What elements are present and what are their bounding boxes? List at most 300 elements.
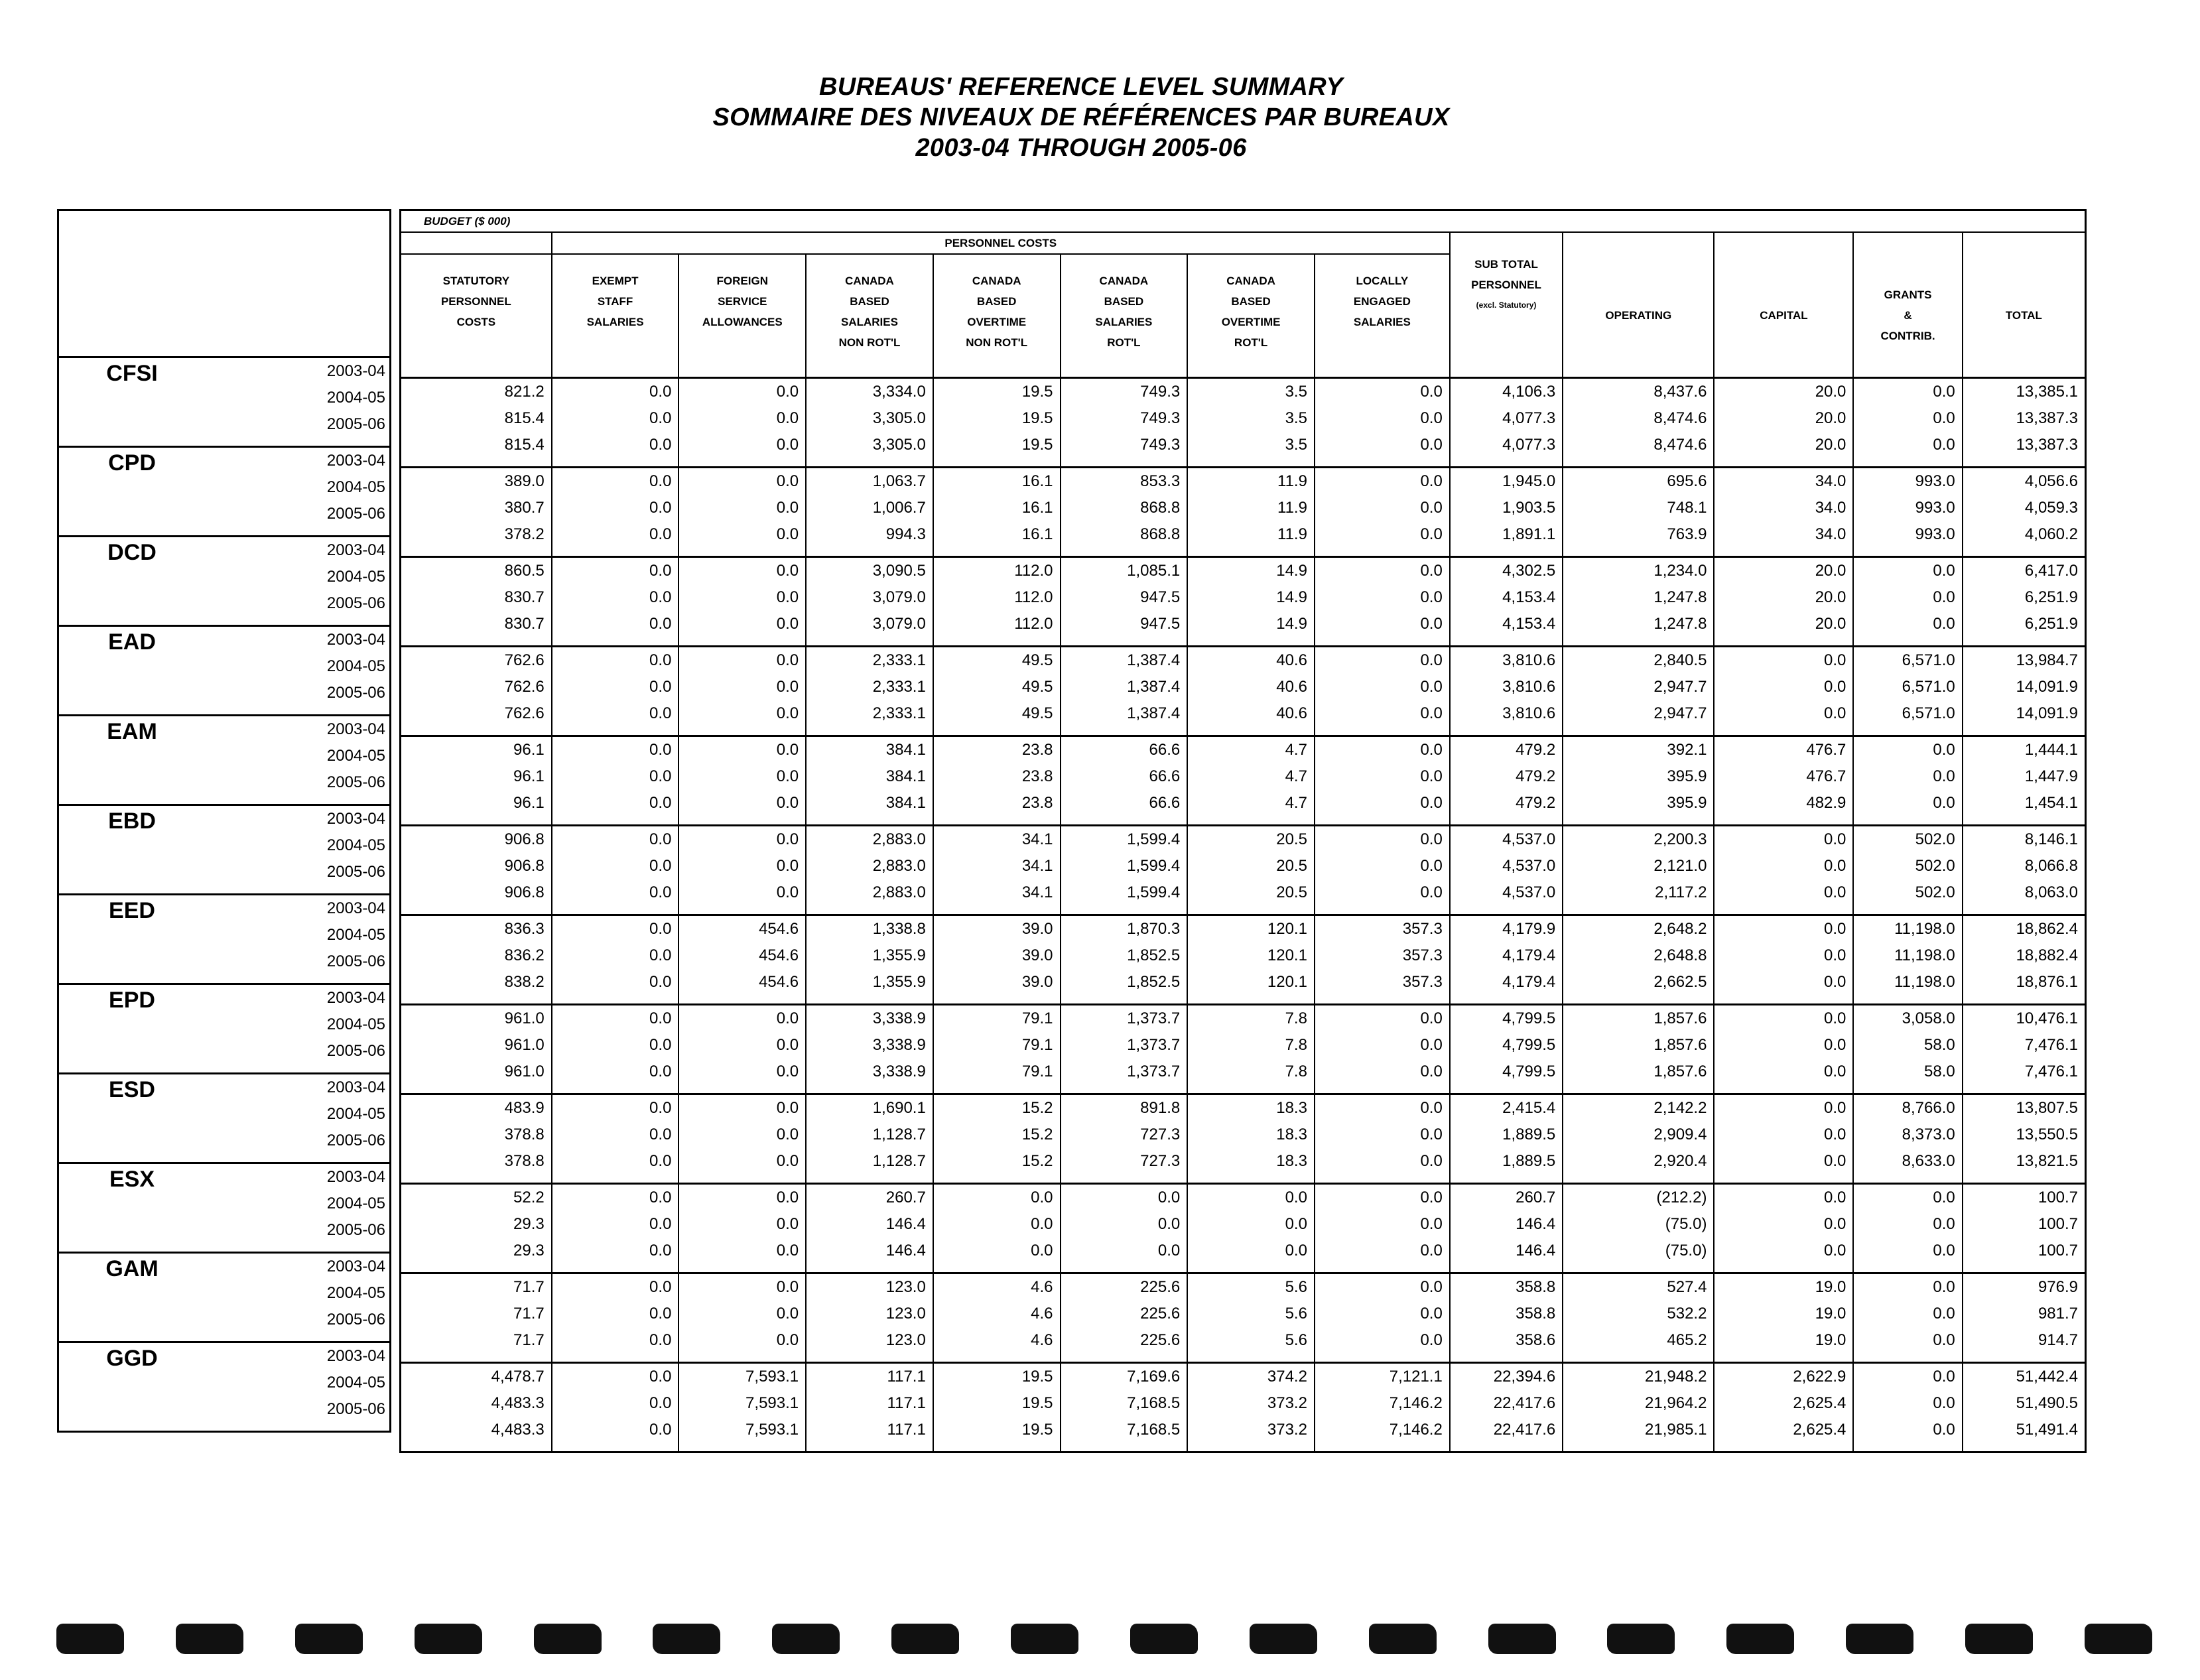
- footer-mark: [1488, 1624, 1556, 1654]
- value-cell: 3,810.6: [1450, 674, 1563, 700]
- gap-cell: [806, 906, 933, 915]
- value-cell: 1,889.5: [1450, 1122, 1563, 1148]
- value-cell: 0.0: [1853, 1301, 1962, 1327]
- value-cell: 13,821.5: [1963, 1148, 2086, 1175]
- column-header-line: OPERATING: [1605, 309, 1672, 322]
- fiscal-year: 2005-06: [326, 505, 385, 523]
- column-header: [1061, 254, 1188, 378]
- value-cell: 51,442.4: [1963, 1363, 2086, 1391]
- value-cell: 465.2: [1563, 1327, 1714, 1354]
- value-cell: 23.8: [933, 790, 1061, 816]
- footer-mark: [1726, 1624, 1794, 1654]
- value-cell: 4.6: [933, 1301, 1061, 1327]
- value-cell: 384.1: [806, 790, 933, 816]
- value-cell: 502.0: [1853, 879, 1962, 906]
- gap-cell: [1450, 727, 1563, 736]
- value-cell: 357.3: [1315, 915, 1450, 943]
- value-cell: 0.0: [552, 1390, 679, 1417]
- value-cell: 34.0: [1714, 468, 1853, 495]
- value-cell: 11,198.0: [1853, 969, 1962, 996]
- fiscal-year: 2003-04: [205, 626, 391, 654]
- value-cell: 0.0: [1187, 1238, 1315, 1264]
- value-cell: 392.1: [1563, 736, 1714, 764]
- data-row: [401, 1148, 2086, 1175]
- value-cell: 0.0: [1714, 942, 1853, 969]
- data-row: [401, 853, 2086, 879]
- gap-cell: [679, 1175, 806, 1184]
- footer-mark: [1130, 1624, 1198, 1654]
- header-spacer: [1853, 232, 1962, 254]
- gap-cell: [1187, 1443, 1315, 1453]
- data-row: [401, 1005, 2086, 1033]
- value-cell: 23.8: [933, 736, 1061, 764]
- value-cell: 4,179.4: [1450, 942, 1563, 969]
- value-cell: 79.1: [933, 1005, 1061, 1033]
- gap-cell: [806, 816, 933, 826]
- value-cell: 7,593.1: [679, 1390, 806, 1417]
- value-cell: 21,964.2: [1563, 1390, 1714, 1417]
- group-gap: [401, 1443, 2086, 1453]
- value-cell: 11,198.0: [1853, 915, 1962, 943]
- value-cell: 0.0: [552, 1301, 679, 1327]
- data-row: [401, 1059, 2086, 1085]
- gap-cell: [1963, 1264, 2086, 1273]
- value-cell: 2,947.7: [1563, 700, 1714, 727]
- value-cell: 0.0: [552, 1005, 679, 1033]
- value-cell: 16.1: [933, 468, 1061, 495]
- value-cell: 2,648.8: [1563, 942, 1714, 969]
- gap-cell: [58, 1065, 391, 1074]
- value-cell: 0.0: [552, 674, 679, 700]
- gap-cell: [401, 637, 552, 647]
- value-cell: 2,909.4: [1563, 1122, 1714, 1148]
- value-cell: 4,483.3: [401, 1390, 552, 1417]
- value-cell: 0.0: [679, 1211, 806, 1238]
- value-cell: 20.0: [1714, 557, 1853, 585]
- value-cell: 0.0: [552, 1327, 679, 1354]
- value-cell: 0.0: [1315, 826, 1450, 854]
- value-cell: 993.0: [1853, 495, 1962, 521]
- gap-cell: [1853, 458, 1962, 468]
- gap-cell: [1187, 816, 1315, 826]
- value-cell: 357.3: [1315, 942, 1450, 969]
- group-gap: [58, 1154, 391, 1163]
- gap-cell: [806, 1443, 933, 1453]
- value-cell: 8,766.0: [1853, 1094, 1962, 1122]
- gap-cell: [1187, 906, 1315, 915]
- group-gap: [58, 706, 391, 716]
- value-cell: 52.2: [401, 1184, 552, 1212]
- value-cell: 0.0: [552, 915, 679, 943]
- gap-cell: [58, 796, 391, 805]
- value-cell: 21,948.2: [1563, 1363, 1714, 1391]
- value-cell: 0.0: [1853, 1184, 1962, 1212]
- bureau-name: EED: [58, 895, 206, 976]
- value-cell: 3,079.0: [806, 584, 933, 611]
- gap-cell: [1061, 458, 1188, 468]
- column-header-line: SALARIES: [840, 316, 898, 328]
- gap-cell: [679, 996, 806, 1005]
- gap-cell: [58, 1423, 391, 1432]
- gap-cell: [1714, 1264, 1853, 1273]
- footer-mark: [1607, 1624, 1675, 1654]
- group-gap: [401, 727, 2086, 736]
- column-header-line: PERSONNEL: [1471, 279, 1541, 291]
- value-cell: 1,247.8: [1563, 584, 1714, 611]
- value-cell: 1,870.3: [1061, 915, 1188, 943]
- value-cell: 0.0: [1315, 674, 1450, 700]
- gap-cell: [933, 1264, 1061, 1273]
- value-cell: 1,690.1: [806, 1094, 933, 1122]
- data-row: [401, 1122, 2086, 1148]
- fiscal-year: 2004-05: [326, 1105, 385, 1123]
- value-cell: 0.0: [1315, 1238, 1450, 1264]
- fiscal-year: 2004-05: [326, 1015, 385, 1033]
- header-spacer: [401, 232, 552, 254]
- gap-cell: [1714, 727, 1853, 736]
- value-cell: 0.0: [1714, 1032, 1853, 1059]
- column-header-line: NON ROT'L: [966, 336, 1028, 349]
- value-cell: 16.1: [933, 495, 1061, 521]
- value-cell: 947.5: [1061, 584, 1188, 611]
- value-cell: 1,085.1: [1061, 557, 1188, 585]
- footer-mark: [1250, 1624, 1317, 1654]
- value-cell: 100.7: [1963, 1238, 2086, 1264]
- label-header-spacer: [58, 210, 391, 357]
- value-cell: 2,625.4: [1714, 1390, 1853, 1417]
- value-cell: 11,198.0: [1853, 942, 1962, 969]
- value-cell: 0.0: [1187, 1184, 1315, 1212]
- value-cell: 4,537.0: [1450, 853, 1563, 879]
- gap-cell: [401, 727, 552, 736]
- value-cell: 836.3: [401, 915, 552, 943]
- value-cell: 14,091.9: [1963, 700, 2086, 727]
- value-cell: 395.9: [1563, 763, 1714, 790]
- data-row: [401, 557, 2086, 585]
- gap-cell: [1061, 1443, 1188, 1453]
- gap-cell: [1450, 1354, 1563, 1363]
- value-cell: 1,454.1: [1963, 790, 2086, 816]
- column-header-line: CAPITAL: [1760, 309, 1808, 322]
- gap-cell: [1853, 906, 1962, 915]
- value-cell: 0.0: [1315, 1301, 1450, 1327]
- value-cell: 838.2: [401, 969, 552, 996]
- value-cell: 0.0: [1714, 1122, 1853, 1148]
- value-cell: 15.2: [933, 1122, 1061, 1148]
- group-gap: [58, 1244, 391, 1253]
- value-cell: 0.0: [1061, 1238, 1188, 1264]
- value-cell: 479.2: [1450, 763, 1563, 790]
- value-cell: 6,251.9: [1963, 584, 2086, 611]
- title-english: BUREAUS' REFERENCE LEVEL SUMMARY: [819, 73, 1343, 101]
- column-header-line: ROT'L: [1234, 336, 1268, 349]
- gap-cell: [1315, 1354, 1450, 1363]
- value-cell: 0.0: [679, 557, 806, 585]
- fiscal-year: 2003-04: [205, 537, 391, 564]
- value-cell: 0.0: [679, 611, 806, 637]
- gap-cell: [1563, 906, 1714, 915]
- value-cell: 373.2: [1187, 1390, 1315, 1417]
- value-cell: 0.0: [1315, 790, 1450, 816]
- value-cell: 976.9: [1963, 1273, 2086, 1301]
- column-header-line: OVERTIME: [1221, 316, 1281, 328]
- data-row: [401, 1327, 2086, 1354]
- value-cell: 476.7: [1714, 763, 1853, 790]
- group-gap: [58, 1333, 391, 1342]
- value-cell: 358.8: [1450, 1301, 1563, 1327]
- value-cell: 762.6: [401, 700, 552, 727]
- column-header-line: TOTAL: [2005, 309, 2042, 322]
- gap-cell: [1450, 458, 1563, 468]
- value-cell: 384.1: [806, 763, 933, 790]
- fiscal-year: 2004-05: [326, 568, 385, 586]
- gap-cell: [58, 706, 391, 716]
- value-cell: 853.3: [1061, 468, 1188, 495]
- value-cell: 8,066.8: [1963, 853, 2086, 879]
- column-header-line: EXEMPT: [592, 275, 639, 287]
- value-cell: 0.0: [552, 557, 679, 585]
- value-cell: 0.0: [1315, 1005, 1450, 1033]
- gap-cell: [933, 1175, 1061, 1184]
- gap-cell: [1061, 1354, 1188, 1363]
- value-cell: 0.0: [1853, 1390, 1962, 1417]
- value-cell: 0.0: [552, 969, 679, 996]
- value-cell: 0.0: [679, 1005, 806, 1033]
- value-cell: 0.0: [1714, 915, 1853, 943]
- value-cell: 0.0: [679, 1184, 806, 1212]
- value-cell: 0.0: [1714, 1238, 1853, 1264]
- value-cell: 0.0: [1315, 521, 1450, 548]
- value-cell: 868.8: [1061, 495, 1188, 521]
- value-cell: 0.0: [679, 1032, 806, 1059]
- value-cell: 378.8: [401, 1148, 552, 1175]
- value-cell: 993.0: [1853, 521, 1962, 548]
- gap-cell: [1963, 1443, 2086, 1453]
- gap-cell: [1714, 458, 1853, 468]
- gap-cell: [1315, 1175, 1450, 1184]
- value-cell: 695.6: [1563, 468, 1714, 495]
- value-cell: 0.0: [1315, 611, 1450, 637]
- gap-cell: [552, 1264, 679, 1273]
- gap-cell: [1963, 727, 2086, 736]
- value-cell: 0.0: [552, 495, 679, 521]
- value-cell: 7,146.2: [1315, 1417, 1450, 1443]
- gap-cell: [1714, 996, 1853, 1005]
- value-cell: 11.9: [1187, 495, 1315, 521]
- value-cell: 0.0: [1853, 1273, 1962, 1301]
- value-cell: 96.1: [401, 790, 552, 816]
- value-cell: 14.9: [1187, 611, 1315, 637]
- value-cell: 502.0: [1853, 826, 1962, 854]
- fiscal-year: 2005-06: [326, 1221, 385, 1239]
- value-cell: 762.6: [401, 647, 552, 675]
- value-cell: 3,058.0: [1853, 1005, 1962, 1033]
- value-cell: 0.0: [552, 1238, 679, 1264]
- column-header-line: (excl. Statutory): [1476, 300, 1537, 310]
- gap-cell: [1187, 1264, 1315, 1273]
- value-cell: 34.0: [1714, 521, 1853, 548]
- group-gap: [401, 637, 2086, 647]
- value-cell: 0.0: [552, 1363, 679, 1391]
- value-cell: 1,006.7: [806, 495, 933, 521]
- value-cell: 8,633.0: [1853, 1148, 1962, 1175]
- value-cell: 1,447.9: [1963, 763, 2086, 790]
- group-gap: [401, 1354, 2086, 1363]
- value-cell: 7,146.2: [1315, 1390, 1450, 1417]
- gap-cell: [1853, 727, 1962, 736]
- header-spacer: [1563, 232, 1714, 254]
- column-header-line: STATUTORY: [442, 275, 510, 287]
- footer-mark: [1011, 1624, 1078, 1654]
- gap-cell: [679, 1085, 806, 1094]
- group-gap: [58, 975, 391, 984]
- value-cell: 29.3: [401, 1211, 552, 1238]
- data-row: [401, 1094, 2086, 1122]
- value-cell: 0.0: [1315, 1032, 1450, 1059]
- label-header-cell: [58, 210, 391, 357]
- column-header-line: CANADA: [1226, 275, 1275, 287]
- gap-cell: [401, 906, 552, 915]
- value-cell: 763.9: [1563, 521, 1714, 548]
- data-row: [401, 1032, 2086, 1059]
- gap-cell: [933, 1354, 1061, 1363]
- value-cell: 961.0: [401, 1032, 552, 1059]
- bureau-year-row: [58, 1253, 391, 1281]
- value-cell: 0.0: [552, 879, 679, 906]
- footer-mark: [534, 1624, 602, 1654]
- data-row: [401, 647, 2086, 675]
- value-cell: 479.2: [1450, 790, 1563, 816]
- data-row: [401, 1417, 2086, 1443]
- column-header-line: SALARIES: [1353, 316, 1411, 328]
- value-cell: 22,394.6: [1450, 1363, 1563, 1391]
- gap-cell: [1563, 727, 1714, 736]
- title-french: SOMMAIRE DES NIVEAUX DE RÉFÉRENCES PAR BUREAUX: [712, 103, 1450, 131]
- value-cell: 0.0: [552, 1184, 679, 1212]
- value-cell: 100.7: [1963, 1211, 2086, 1238]
- fiscal-year: 2003-04: [205, 1253, 391, 1281]
- data-row: [401, 1363, 2086, 1391]
- gap-cell: [58, 1154, 391, 1163]
- bureau-year-row: [58, 626, 391, 654]
- value-cell: 0.0: [679, 674, 806, 700]
- gap-cell: [1315, 1443, 1450, 1453]
- gap-cell: [552, 637, 679, 647]
- data-row: [401, 432, 2086, 458]
- value-cell: 123.0: [806, 1273, 933, 1301]
- value-cell: (75.0): [1563, 1238, 1714, 1264]
- gap-cell: [1563, 1264, 1714, 1273]
- value-cell: 1,889.5: [1450, 1148, 1563, 1175]
- value-cell: 96.1: [401, 736, 552, 764]
- value-cell: 906.8: [401, 826, 552, 854]
- value-cell: 5.6: [1187, 1301, 1315, 1327]
- gap-cell: [1563, 1443, 1714, 1453]
- gap-cell: [806, 996, 933, 1005]
- gap-cell: [401, 1354, 552, 1363]
- column-header-line: PERSONNEL: [440, 295, 511, 308]
- value-cell: 0.0: [679, 468, 806, 495]
- group-gap: [58, 1423, 391, 1432]
- gap-cell: [1563, 1085, 1714, 1094]
- value-cell: 0.0: [679, 853, 806, 879]
- value-cell: 748.1: [1563, 495, 1714, 521]
- value-cell: 117.1: [806, 1417, 933, 1443]
- footer-mark: [1965, 1624, 2033, 1654]
- value-cell: 0.0: [1853, 378, 1962, 406]
- gap-cell: [1061, 1264, 1188, 1273]
- bureau-name: CFSI: [58, 357, 206, 438]
- gap-cell: [1450, 1175, 1563, 1184]
- gap-cell: [58, 885, 391, 895]
- gap-cell: [933, 816, 1061, 826]
- value-cell: 0.0: [552, 1417, 679, 1443]
- header-spacer: [1714, 232, 1853, 254]
- value-cell: 4,537.0: [1450, 826, 1563, 854]
- value-cell: 120.1: [1187, 915, 1315, 943]
- column-header-line: FOREIGN: [716, 275, 768, 287]
- fiscal-year: 2004-05: [326, 926, 385, 944]
- gap-cell: [933, 1085, 1061, 1094]
- value-cell: 2,662.5: [1563, 969, 1714, 996]
- value-cell: 0.0: [1315, 557, 1450, 585]
- fiscal-year: 2005-06: [326, 1042, 385, 1060]
- value-cell: 3,079.0: [806, 611, 933, 637]
- value-cell: 1,852.5: [1061, 969, 1188, 996]
- bureau-name: CPD: [58, 447, 206, 528]
- bureau-year-row: [58, 537, 391, 564]
- gap-cell: [1061, 816, 1188, 826]
- fiscal-year: 2003-04: [205, 805, 391, 833]
- value-cell: 0.0: [1853, 611, 1962, 637]
- value-cell: 2,920.4: [1563, 1148, 1714, 1175]
- value-cell: 19.5: [933, 1417, 1061, 1443]
- fiscal-year: 2003-04: [205, 716, 391, 743]
- gap-cell: [401, 1085, 552, 1094]
- gap-cell: [1853, 1085, 1962, 1094]
- gap-cell: [1450, 906, 1563, 915]
- value-cell: 0.0: [1714, 826, 1853, 854]
- value-cell: 0.0: [1315, 378, 1450, 406]
- value-cell: 2,200.3: [1563, 826, 1714, 854]
- column-header-line: COSTS: [456, 316, 496, 328]
- gap-cell: [1187, 1085, 1315, 1094]
- header-group-row: [401, 232, 2086, 254]
- gap-cell: [1963, 996, 2086, 1005]
- value-cell: 2,883.0: [806, 853, 933, 879]
- value-cell: 0.0: [1315, 495, 1450, 521]
- column-header-line: SUB TOTAL: [1474, 258, 1538, 271]
- value-cell: 15.2: [933, 1094, 1061, 1122]
- value-cell: 0.0: [1714, 647, 1853, 675]
- value-cell: 1,599.4: [1061, 853, 1188, 879]
- value-cell: 0.0: [679, 1059, 806, 1085]
- bureau-name: ESX: [58, 1163, 206, 1244]
- value-cell: 15.2: [933, 1148, 1061, 1175]
- value-cell: 14.9: [1187, 584, 1315, 611]
- value-cell: (75.0): [1563, 1211, 1714, 1238]
- value-cell: 0.0: [1853, 1238, 1962, 1264]
- gap-cell: [1853, 1264, 1962, 1273]
- value-cell: 0.0: [1315, 879, 1450, 906]
- bureau-year-row: [58, 716, 391, 743]
- value-cell: 21,985.1: [1563, 1417, 1714, 1443]
- bureau-name: EAD: [58, 626, 206, 707]
- value-cell: 0.0: [1853, 1363, 1962, 1391]
- value-cell: 0.0: [679, 1094, 806, 1122]
- column-header: [1963, 254, 2086, 378]
- value-cell: 0.0: [1315, 736, 1450, 764]
